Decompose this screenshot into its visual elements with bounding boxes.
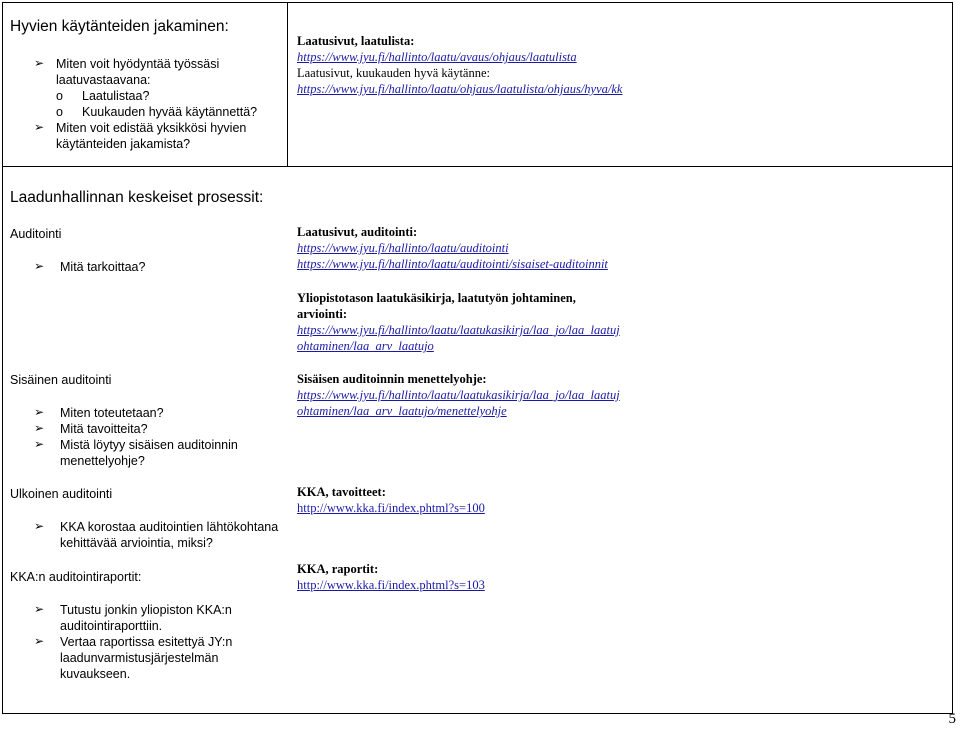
kasikirja-label-2: arviointi: [297,307,347,321]
list-item: käytänteiden jakamista? [56,137,191,151]
sisaiset-auditoinnit-link[interactable]: https://www.jyu.fi/hallinto/laatu/auditointi/sisaiset-auditoinnit [297,257,608,271]
kasikirja-label: Yliopistotason laatukäsikirja, laatutyön johtaminen, [297,291,576,305]
list-item: Miten voit edistää yksikkösi hyvien [56,121,247,135]
page-number: 5 [948,711,956,727]
list-item: kehittävää arviointia, miksi? [60,536,213,550]
kka-tavoitteet-label: KKA, tavoitteet: [297,485,386,499]
list-item: Kuukauden hyvää käytännettä? [82,105,258,119]
circle-bullet-icon: o [56,105,63,119]
auditointi-link[interactable]: https://www.jyu.fi/hallinto/laatu/auditointi [297,241,509,255]
menettelyohje-link-2[interactable]: ohtaminen/laa_arv_laatujo/menettelyohje [297,404,507,418]
list-item: Laatulistaa? [82,89,150,103]
kasikirja-link[interactable]: https://www.jyu.fi/hallinto/laatu/laatukasikirja/laa_jo/laa_laatuj [297,323,620,337]
arrow-bullet-icon: ➢ [34,259,45,273]
kka-heading: KKA:n auditointiraportit: [10,570,142,584]
list-item: laadunvarmistusjärjestelmän [60,651,219,665]
menettelyohje-link[interactable]: https://www.jyu.fi/hallinto/laatu/laatukasikirja/laa_jo/laa_laatuj [297,388,620,402]
kka-tavoitteet-link[interactable]: http://www.kka.fi/index.phtml?s=100 [297,501,485,515]
kasikirja-link-2[interactable]: ohtaminen/laa_arv_laatujo [297,339,434,353]
list-item: Mitä tavoitteita? [60,422,148,436]
list-item: laatuvastaavana: [56,73,151,87]
menettelyohje-label: Sisäisen auditoinnin menettelyohje: [297,372,487,386]
ulkoinen-heading: Ulkoinen auditointi [10,487,113,501]
hyva-kaytanne-link[interactable]: https://www.jyu.fi/hallinto/laatu/ohjaus/laatulista/ohjaus/hyva/kk [297,82,623,96]
arrow-bullet-icon: ➢ [34,405,45,419]
list-item: KKA korostaa auditointien lähtökohtana [60,520,279,534]
list-item: Mistä löytyy sisäisen auditoinnin [60,438,238,452]
kka-raportit-label: KKA, raportit: [297,562,379,576]
arrow-bullet-icon: ➢ [34,634,45,648]
list-item: Mitä tarkoittaa? [60,260,146,274]
sharing-heading: Hyvien käytänteiden jakaminen: [10,18,229,35]
list-item: auditointiraporttiin. [60,619,163,633]
hyva-kaytanne-label: Laatusivut, kuukauden hyvä käytänne: [297,66,490,80]
arrow-bullet-icon: ➢ [34,421,45,435]
circle-bullet-icon: o [56,89,63,103]
list-item: Miten toteutetaan? [60,406,164,420]
sisainen-heading: Sisäinen auditointi [10,373,112,387]
arrow-bullet-icon: ➢ [34,120,45,134]
list-item: kuvaukseen. [60,667,131,681]
arrow-bullet-icon: ➢ [34,437,45,451]
kka-raportit-link[interactable]: http://www.kka.fi/index.phtml?s=103 [297,578,485,592]
laatulista-label: Laatusivut, laatulista: [297,34,415,48]
auditointi-label: Laatusivut, auditointi: [297,225,418,239]
laatulista-link[interactable]: https://www.jyu.fi/hallinto/laatu/avaus/ohjaus/laatulista [297,50,577,64]
arrow-bullet-icon: ➢ [34,56,45,70]
auditointi-heading: Auditointi [10,227,62,241]
list-item: Vertaa raportissa esitettyä JY:n [60,635,233,649]
arrow-bullet-icon: ➢ [34,602,45,616]
list-item: Tutustu jonkin yliopiston KKA:n [60,603,232,617]
arrow-bullet-icon: ➢ [34,519,45,533]
section-title: Laadunhallinnan keskeiset prosessit: [10,189,264,206]
list-item: menettelyohje? [60,454,145,468]
list-item: Miten voit hyödyntää työssäsi [56,57,220,71]
